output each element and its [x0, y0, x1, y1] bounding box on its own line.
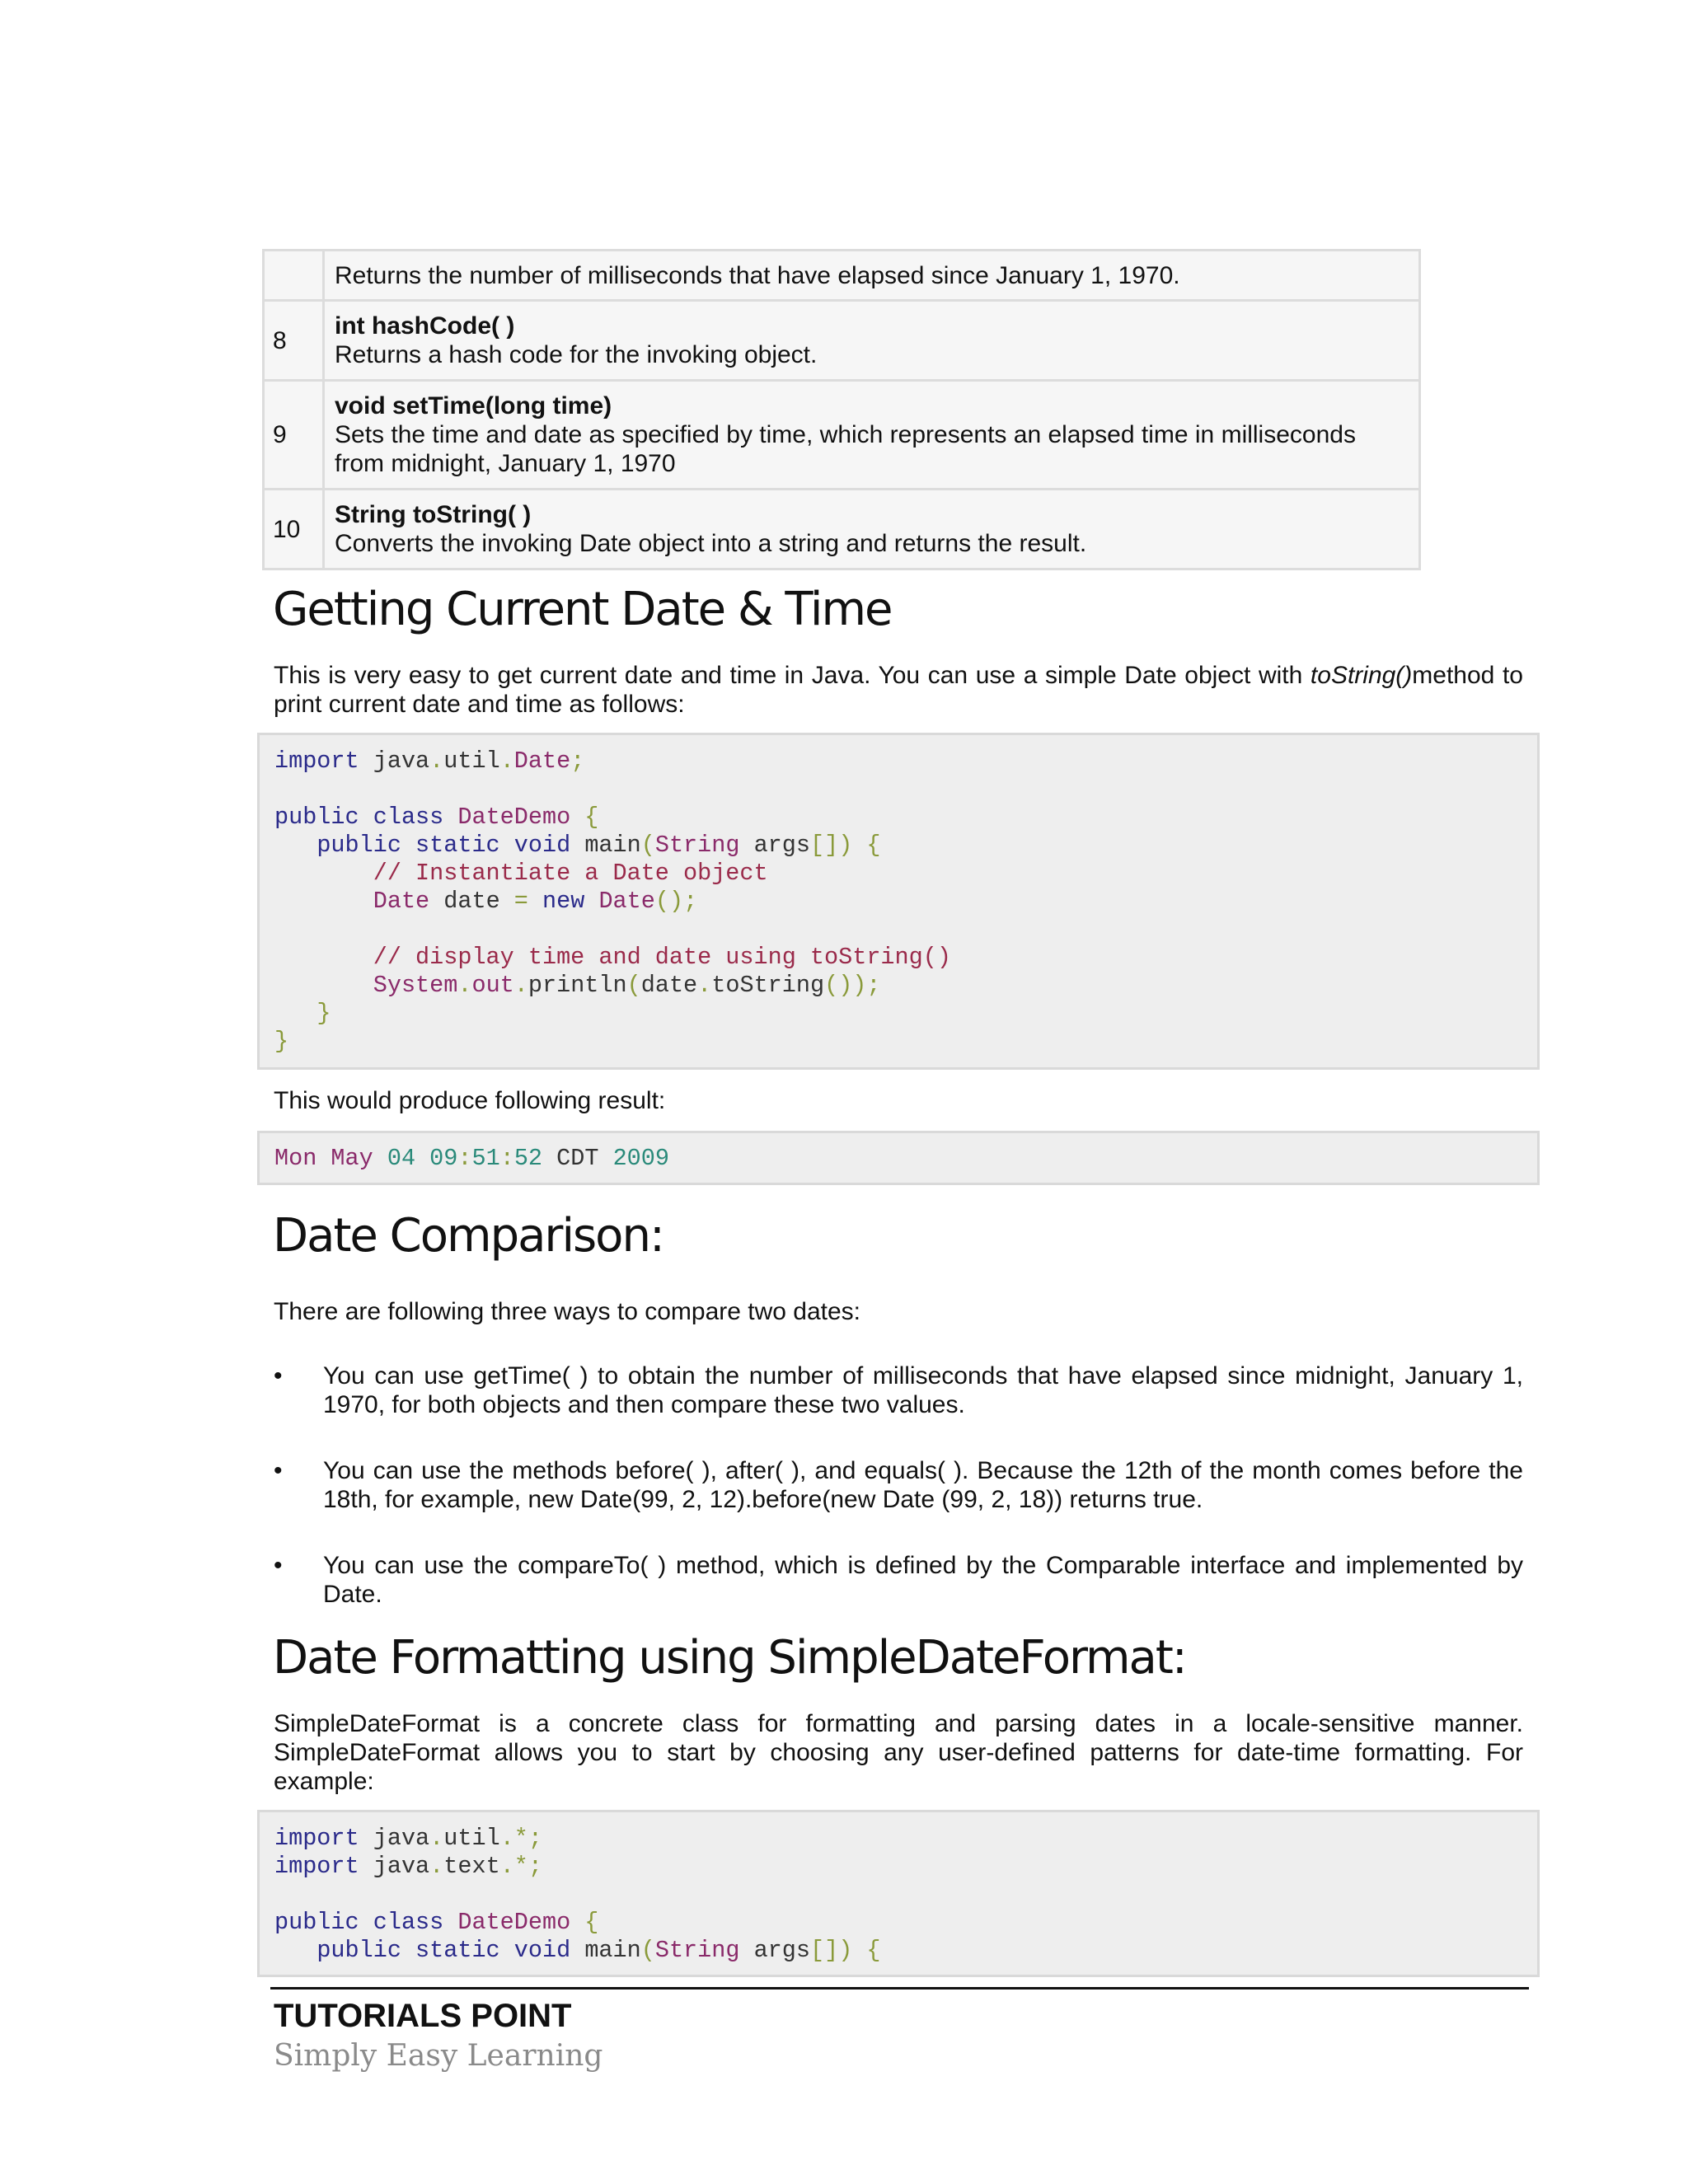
inline-code-em: toString()	[1310, 662, 1413, 689]
bullet-icon: •	[274, 1457, 283, 1484]
row-number: 9	[264, 381, 324, 490]
output-block: Mon May 04 09:51:52 CDT 2009	[257, 1131, 1540, 1185]
paragraph: There are following three ways to compare two dates:	[274, 1298, 861, 1325]
code-block: import java.util.Date; public class DateDemo { public static void main(String args[]) { // Instantiate a Date object Date date = new Date(); // display time and date using toString() System.out.println(date.toString()); } }	[257, 733, 1540, 1070]
bullet-icon: •	[274, 1552, 283, 1579]
table-row	[264, 301, 1420, 381]
table-row	[264, 251, 1420, 301]
paragraph	[274, 661, 1523, 719]
row-number: 10	[264, 490, 324, 569]
method-signature: String toString( )	[335, 501, 532, 528]
section-heading: Date Comparison:	[273, 1209, 663, 1263]
footer-subtitle: Simply Easy Learning	[274, 2039, 603, 2073]
bullet-list	[274, 1361, 1523, 1646]
method-description: Returns a hash code for the invoking object.	[335, 341, 818, 368]
row-number: 8	[264, 301, 324, 381]
list-item-text: You can use the methods before( ), after( ), and equals( ). Because the 12th of the month comes before the 18th, for example, new Date(99, 2, 12).before(new Date (99, 2, 18)) returns true.	[323, 1457, 1523, 1513]
row-description	[324, 301, 1420, 381]
text-span: method to print current date and time as follows:	[274, 662, 1523, 718]
methods-table	[262, 249, 1421, 570]
row-description	[324, 251, 1420, 301]
list-item-text: You can use getTime( ) to obtain the number of milliseconds that have elapsed since midnight, January 1, 1970, for both objects and then compare these two values.	[323, 1362, 1523, 1418]
table-row	[264, 490, 1420, 569]
paragraph: This would produce following result:	[274, 1087, 666, 1114]
list-item-text: You can use the compareTo( ) method, which is defined by the Comparable interface and implemented by Date.	[323, 1552, 1523, 1608]
row-number	[264, 251, 324, 301]
footer-rule	[270, 1987, 1529, 1990]
list-item	[274, 1551, 1523, 1609]
table-row	[264, 381, 1420, 490]
bullet-icon: •	[274, 1362, 283, 1390]
row-description	[324, 490, 1420, 569]
paragraph: SimpleDateFormat is a concrete class for formatting and parsing dates in a locale-sensitive manner. SimpleDateFormat allows you to start by choosing any user-defined patterns for date-time formatting. For example:	[274, 1710, 1523, 1795]
footer-title: TUTORIALS POINT	[274, 1998, 572, 2034]
code-block: import java.util.*; import java.text.*; public class DateDemo { public static void main(String args[]) {	[257, 1810, 1540, 1977]
section-heading: Getting Current Date & Time	[273, 583, 892, 636]
list-item	[274, 1361, 1523, 1419]
text-span: This is very easy to get current date and time in Java. You can use a simple Date object with	[274, 662, 1311, 689]
row-description	[324, 381, 1420, 490]
method-description: Returns the number of milliseconds that have elapsed since January 1, 1970.	[335, 261, 1180, 289]
method-signature: void setTime(long time)	[335, 392, 612, 419]
list-item	[274, 1456, 1523, 1514]
section-heading: Date Formatting using SimpleDateFormat:	[273, 1631, 1186, 1685]
method-signature: int hashCode( )	[335, 312, 515, 340]
method-description: Converts the invoking Date object into a string and returns the result.	[335, 530, 1087, 557]
method-description: Sets the time and date as specified by time, which represents an elapsed time in milliseconds from midnight, January 1, 1970	[335, 421, 1356, 477]
